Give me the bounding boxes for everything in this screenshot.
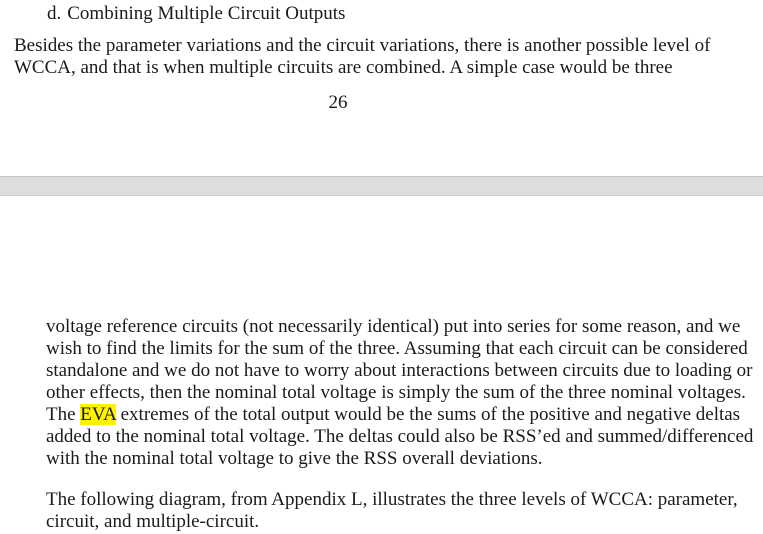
page-number: 26 (328, 92, 348, 113)
line-prefix: The (46, 404, 81, 425)
paragraph-line: standalone and we do not have to worry about interactions between circuits due to loading or (46, 360, 753, 381)
paragraph-line: circuit, and multiple-circuit. (46, 511, 260, 532)
paragraph-line: with the nominal total voltage to give the RSS overall deviations. (46, 448, 543, 469)
line-suffix: extremes of the total output would be the sums of the positive and negative deltas (115, 404, 741, 425)
paragraph-line: Besides the parameter variations and the circuit variations, there is another possible level of (14, 35, 711, 56)
body-paragraph (46, 316, 754, 470)
document-page-bottom (0, 196, 763, 534)
paragraph-line-highlighted (46, 404, 751, 426)
search-highlight: EVA (80, 404, 116, 425)
paragraph-line: wish to find the limits for the sum of the three. Assuming that each circuit can be considered (46, 338, 748, 359)
diagram-intro-paragraph (46, 489, 751, 533)
paragraph-line: The following diagram, from Appendix L, illustrates the three levels of WCCA: parameter, (46, 489, 738, 510)
document-page-top (0, 0, 763, 176)
section-heading (47, 2, 345, 26)
paragraph-line: added to the nominal total voltage. The deltas could also be RSS’ed and summed/differenced (46, 426, 754, 447)
intro-paragraph (14, 35, 714, 78)
page-separator (0, 176, 763, 196)
paragraph-line: other effects, then the nominal total voltage is simply the sum of the three nominal voltages. (46, 382, 746, 403)
paragraph-line: WCCA, and that is when multiple circuits are combined. A simple case would be three (14, 56, 673, 78)
section-number: d. (47, 3, 62, 24)
section-title: Combining Multiple Circuit Outputs (67, 3, 346, 24)
paragraph-line: voltage reference circuits (not necessarily identical) put into series for some reason, and we (46, 316, 741, 337)
